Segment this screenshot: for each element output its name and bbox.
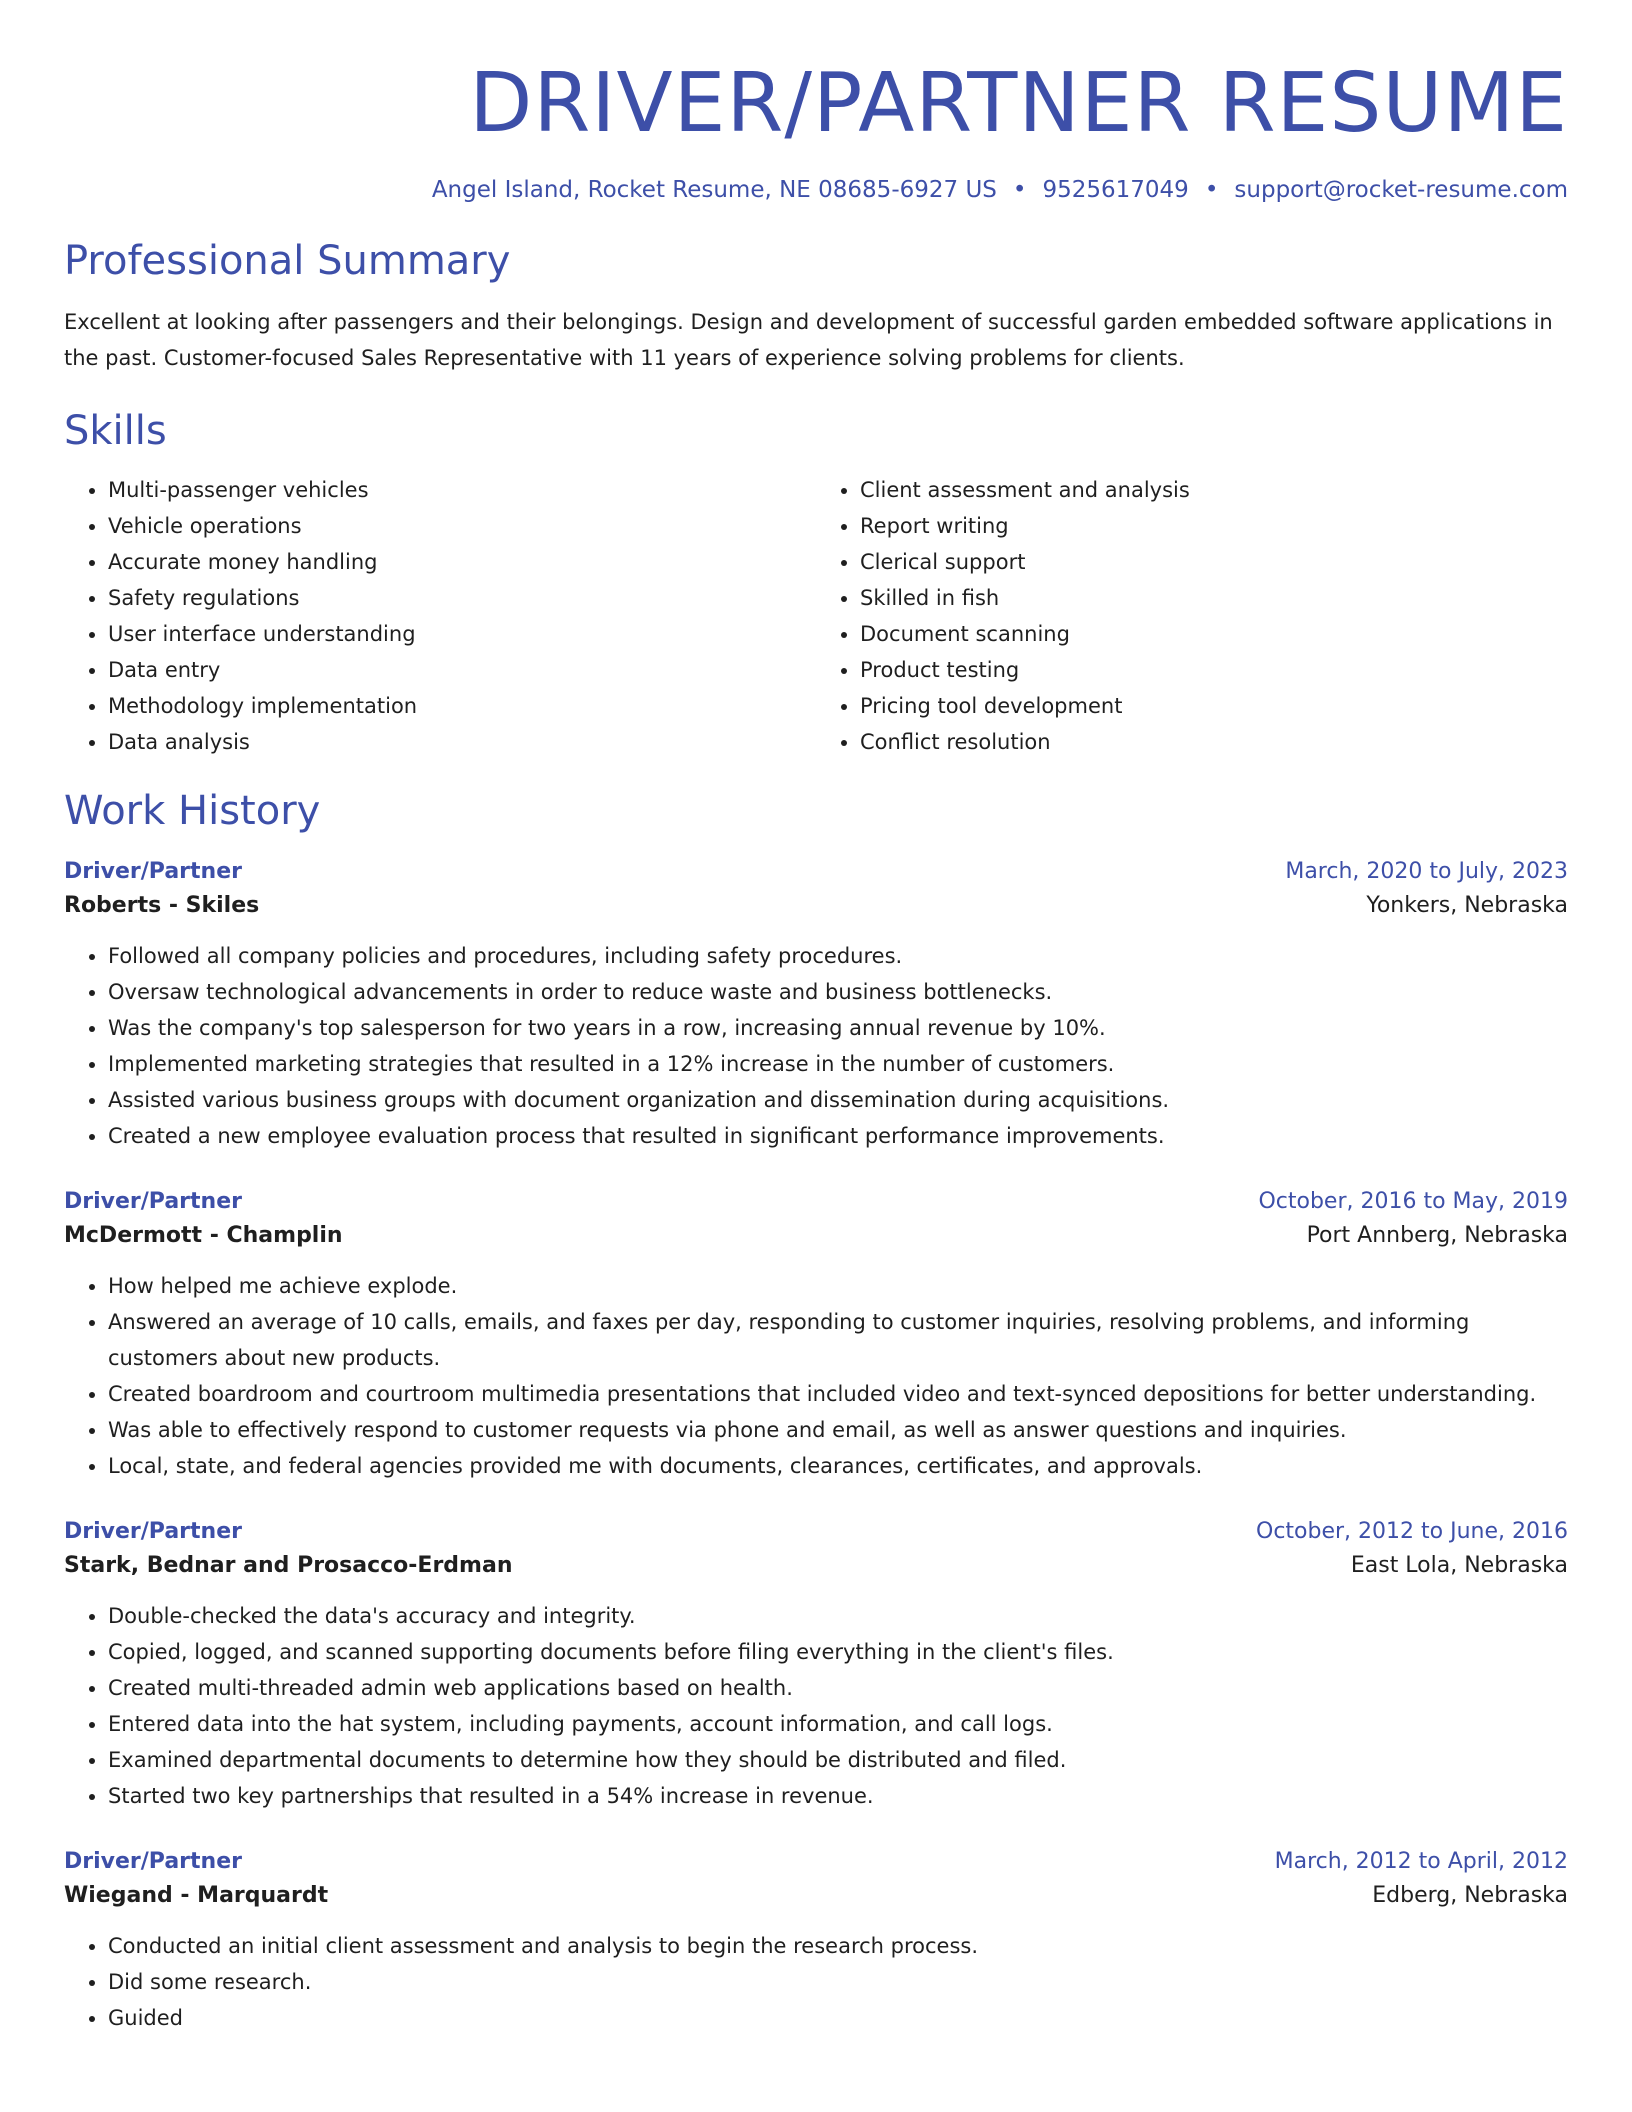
job-company-row <box>64 1878 1568 1914</box>
professional-summary-section <box>64 236 1568 376</box>
skills-column-right <box>816 472 1568 760</box>
skill-item: • Product testing <box>860 652 1568 688</box>
job-bullet: • Was the company's top salesperson for two years in a row, increasing annual revenue by 10%. <box>108 1010 1568 1046</box>
resume-title: DRIVER/PARTNER RESUME <box>469 56 1568 151</box>
skill-item: • Vehicle operations <box>108 508 816 544</box>
job-bullet: • Did some research. <box>108 1964 1568 2000</box>
skills-section <box>64 406 1568 760</box>
skill-item: • User interface understanding <box>108 616 816 652</box>
job-bullet: • Followed all company policies and procedures, including safety procedures. <box>108 938 1568 974</box>
skill-item: • Methodology implementation <box>108 688 816 724</box>
skills-grid <box>64 472 1568 760</box>
contact-separator: • <box>1204 177 1219 203</box>
section-heading-skills: Skills <box>64 408 167 454</box>
contact-email: support@rocket-resume.com <box>1234 177 1568 203</box>
job-bullets <box>64 1928 1568 2036</box>
job-bullet: • Answered an average of 10 calls, emails, and faxes per day, responding to customer inquiries, resolving problems, and informing customers about new products. <box>108 1304 1568 1376</box>
contact-phone: 9525617049 <box>1042 177 1189 203</box>
job-title-row <box>64 1516 1568 1548</box>
job-bullet: • Was able to effectively respond to customer requests via phone and email, as well as answer questions and inquiries. <box>108 1412 1568 1448</box>
job-dates: October, 2016 to May, 2019 <box>1258 1189 1568 1214</box>
job-location: Edberg, Nebraska <box>1372 1883 1568 1908</box>
skill-item: • Document scanning <box>860 616 1568 652</box>
job-company: Stark, Bednar and Prosacco-Erdman <box>64 1553 513 1578</box>
skill-item: • Accurate money handling <box>108 544 816 580</box>
job-bullet: • Oversaw technological advancements in order to reduce waste and business bottlenecks. <box>108 974 1568 1010</box>
job-bullets <box>64 1598 1568 1814</box>
job-dates: March, 2020 to July, 2023 <box>1285 859 1568 884</box>
skill-item: • Client assessment and analysis <box>860 472 1568 508</box>
skill-item: • Pricing tool development <box>860 688 1568 724</box>
skills-column-left <box>64 472 816 760</box>
section-heading-work-history: Work History <box>64 788 321 834</box>
job-entry <box>64 1516 1568 1814</box>
job-bullet: • Local, state, and federal agencies provided me with documents, clearances, certificates, and approvals. <box>108 1448 1568 1484</box>
job-company-row <box>64 1218 1568 1254</box>
skill-item: • Multi-passenger vehicles <box>108 472 816 508</box>
skill-item: • Data analysis <box>108 724 816 760</box>
job-company: Roberts - Skiles <box>64 893 260 918</box>
resume-header <box>64 0 1568 206</box>
job-bullet: • Conducted an initial client assessment and analysis to begin the research process. <box>108 1928 1568 1964</box>
job-title: Driver/Partner <box>64 859 242 884</box>
job-dates: October, 2012 to June, 2016 <box>1256 1519 1568 1544</box>
job-bullet: • Entered data into the hat system, including payments, account information, and call logs. <box>108 1706 1568 1742</box>
contact-address: Angel Island, Rocket Resume, NE 08685-6927 US <box>431 177 997 203</box>
job-bullet: • Examined departmental documents to determine how they should be distributed and filed. <box>108 1742 1568 1778</box>
job-company: Wiegand - Marquardt <box>64 1883 329 1908</box>
job-title-row <box>64 1846 1568 1878</box>
job-company: McDermott - Champlin <box>64 1223 343 1248</box>
contact-separator: • <box>1012 177 1027 203</box>
job-location: Yonkers, Nebraska <box>1366 893 1568 918</box>
job-company-row <box>64 1548 1568 1584</box>
job-entry <box>64 1186 1568 1484</box>
job-dates: March, 2012 to April, 2012 <box>1274 1849 1568 1874</box>
job-bullet: • Started two key partnerships that resulted in a 54% increase in revenue. <box>108 1778 1568 1814</box>
skill-item: • Skilled in fish <box>860 580 1568 616</box>
job-entry <box>64 856 1568 1154</box>
job-company-row <box>64 888 1568 924</box>
job-bullet: • Copied, logged, and scanned supporting documents before filing everything in the client's files. <box>108 1634 1568 1670</box>
job-location: Port Annberg, Nebraska <box>1306 1223 1568 1248</box>
job-entry <box>64 1846 1568 2036</box>
job-title-row <box>64 1186 1568 1218</box>
job-bullet: • Created boardroom and courtroom multimedia presentations that included video and text-synced depositions for better understanding. <box>108 1376 1568 1412</box>
job-bullet: • Double-checked the data's accuracy and integrity. <box>108 1598 1568 1634</box>
job-title: Driver/Partner <box>64 1519 242 1544</box>
skill-item: • Report writing <box>860 508 1568 544</box>
summary-text: Excellent at looking after passengers and their belongings. Design and development of successful garden embedded software applications in the past. Customer-focused Sales Representative with 11 years of experience solving problems for clients. <box>64 310 1553 370</box>
job-title: Driver/Partner <box>64 1849 242 1874</box>
job-bullet: • Implemented marketing strategies that resulted in a 12% increase in the number of customers. <box>108 1046 1568 1082</box>
job-bullet: • Assisted various business groups with document organization and dissemination during acquisitions. <box>108 1082 1568 1118</box>
skill-item: • Clerical support <box>860 544 1568 580</box>
job-location: East Lola, Nebraska <box>1350 1553 1568 1578</box>
job-bullet: • How helped me achieve explode. <box>108 1268 1568 1304</box>
skill-item: • Data entry <box>108 652 816 688</box>
job-bullet: • Created a new employee evaluation process that resulted in significant performance improvements. <box>108 1118 1568 1154</box>
job-bullets <box>64 1268 1568 1484</box>
job-bullets <box>64 938 1568 1154</box>
contact-line <box>64 174 1568 206</box>
work-history-section <box>64 786 1568 2036</box>
job-bullet: • Guided <box>108 2000 1568 2036</box>
section-heading-summary: Professional Summary <box>64 238 511 284</box>
job-title: Driver/Partner <box>64 1189 242 1214</box>
skill-item: • Safety regulations <box>108 580 816 616</box>
job-title-row <box>64 856 1568 888</box>
job-bullet: • Created multi-threaded admin web applications based on health. <box>108 1670 1568 1706</box>
skill-item: • Conflict resolution <box>860 724 1568 760</box>
